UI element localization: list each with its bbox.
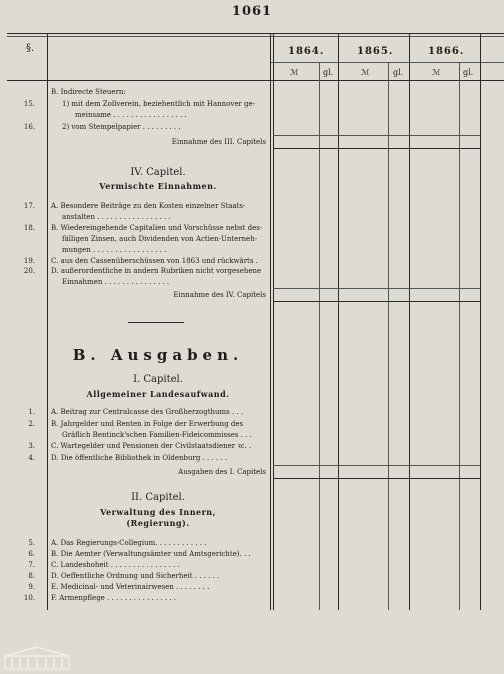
page-number: 1061 bbox=[231, 4, 273, 19]
year-1864-header: 1864. bbox=[288, 46, 325, 57]
row-number: 2. bbox=[28, 420, 35, 428]
row-text: 2) vom Stempelpapier . . . . . . . . . bbox=[62, 123, 181, 131]
part-b-heading: B. Ausgaben. bbox=[72, 346, 244, 364]
subtotal-rule-iii bbox=[273, 135, 480, 136]
row-text: B. Die Aemter (Verwaltungsämter und Amtsgerichte). . . bbox=[51, 550, 251, 558]
row-text: C. Wartegelder und Pensionen der Civilstaatsdiener ꝛc. . bbox=[51, 442, 252, 450]
row-number: 18. bbox=[23, 224, 35, 232]
section-sign-header: §. bbox=[26, 43, 35, 54]
row-text: D. Oeffentliche Ordnung und Sicherheit . . . . . . bbox=[51, 572, 220, 580]
row-number: 1. bbox=[28, 408, 35, 416]
row-text: B. Jahrgelder und Renten in Folge der Erwerbung des bbox=[51, 420, 244, 428]
total-chapter-i: Ausgaben des I. Capitels bbox=[178, 468, 266, 476]
row-number: 16. bbox=[23, 123, 35, 131]
total-rule-iii bbox=[273, 148, 480, 149]
total-chapter-iv: Einnahme des IV. Capitels bbox=[173, 291, 266, 299]
row-text: B. Indirecte Steuern: bbox=[51, 88, 126, 96]
row-number: 10. bbox=[23, 594, 35, 602]
unit-taler-1865: ℳ bbox=[361, 68, 370, 77]
row-text: A. Beitrag zur Centralcasse des Großherzogthums . . . bbox=[51, 408, 244, 416]
row-text: fälligen Zinsen, auch Dividenden von Actien-Unterneh- bbox=[62, 235, 258, 243]
unit-groschen-1864: gl. bbox=[323, 68, 334, 77]
row-number: 7. bbox=[28, 561, 35, 569]
chapter-i-title: I. Capitel. bbox=[133, 374, 183, 385]
subtotal-rule-iv bbox=[273, 288, 480, 289]
section-separator-rule bbox=[128, 322, 184, 323]
unit-taler-1866: ℳ bbox=[432, 68, 441, 77]
row-text: 1) mit dem Zollverein, beziehentlich mit Hannover ge- bbox=[62, 100, 256, 108]
chapter-iv-subtitle: Vermischte Einnahmen. bbox=[99, 181, 217, 191]
row-text: anstalten . . . . . . . . . . . . . . . . . bbox=[62, 213, 171, 221]
year-1866-header: 1866. bbox=[428, 46, 465, 57]
gl-column-divider-1865 bbox=[388, 62, 389, 610]
total-chapter-iii: Einnahme des III. Capitels bbox=[171, 138, 266, 146]
table-top-rule-inner bbox=[7, 36, 504, 37]
row-text: E. Medicinal- und Veterinairwesen . . . . . . . . bbox=[51, 583, 210, 591]
row-number: 4. bbox=[28, 454, 35, 462]
row-number: 5. bbox=[28, 539, 35, 547]
unit-taler-1864: ℳ bbox=[290, 68, 299, 77]
unit-groschen-1865: gl. bbox=[393, 68, 404, 77]
year-1865-column-divider bbox=[338, 33, 339, 610]
amount-column-left-border-double bbox=[273, 33, 274, 610]
chapter-i-subtitle: Allgemeiner Landesaufwand. bbox=[86, 389, 230, 399]
row-number: 6. bbox=[28, 550, 35, 558]
gl-column-divider-1866 bbox=[459, 62, 460, 610]
row-number: 17. bbox=[23, 202, 35, 210]
chapter-ii-subtitle-2: (Regierung). bbox=[126, 518, 190, 528]
row-text: mungen . . . . . . . . . . . . . . . . . bbox=[62, 246, 167, 254]
year-unit-divider bbox=[270, 62, 504, 63]
row-text: Gräflich Bentinck'schen Familien-Fideicommisses . . . bbox=[62, 431, 252, 439]
row-number: 19. bbox=[23, 257, 35, 265]
row-text: Einnahmen . . . . . . . . . . . . . . . bbox=[62, 278, 170, 286]
header-bottom-rule bbox=[7, 80, 504, 81]
row-number: 15. bbox=[23, 100, 35, 108]
gl-column-divider-1864 bbox=[319, 62, 320, 610]
year-1866-column-divider bbox=[409, 33, 410, 610]
total-rule-i bbox=[273, 478, 480, 479]
row-text: F. Armenpflege . . . . . . . . . . . . . . . . bbox=[51, 594, 177, 602]
row-text: C. Landeshoheit . . . . . . . . . . . . . . . . bbox=[51, 561, 180, 569]
chapter-ii-subtitle: Verwaltung des Innern, bbox=[100, 507, 216, 517]
unit-groschen-1866: gl. bbox=[463, 68, 474, 77]
row-text: meinsame . . . . . . . . . . . . . . . . . bbox=[75, 111, 187, 119]
row-number: 20. bbox=[23, 267, 35, 275]
chapter-ii-title: II. Capitel. bbox=[131, 492, 185, 503]
library-building-logo bbox=[4, 646, 70, 670]
row-text: A. Das Regierungs-Collegium. . . . . . . . . . . . bbox=[51, 539, 207, 547]
table-right-border bbox=[480, 33, 481, 610]
row-number: 3. bbox=[28, 442, 35, 450]
row-text: D. außerordentliche in andern Rubriken nicht vorgesehene bbox=[51, 267, 262, 275]
row-text: A. Besondere Beiträge zu den Kosten einzelner Staats- bbox=[51, 202, 246, 210]
chapter-iv-title: IV. Capitel. bbox=[130, 167, 186, 178]
row-number: 9. bbox=[28, 583, 35, 591]
table-top-rule bbox=[7, 33, 504, 34]
amount-column-left-border bbox=[270, 33, 271, 610]
row-text: B. Wiedereingehende Capitalien und Vorschüsse nebst des- bbox=[51, 224, 263, 232]
total-rule-iv bbox=[273, 301, 480, 302]
subtotal-rule-i bbox=[273, 465, 480, 466]
row-text: D. Die öffentliche Bibliothek in Oldenburg . . . . . . bbox=[51, 454, 228, 462]
row-number: 8. bbox=[28, 572, 35, 580]
row-text: C. aus den Cassenüberschüssen von 1863 und rückwärts . bbox=[51, 257, 258, 265]
year-1865-header: 1865. bbox=[357, 46, 394, 57]
